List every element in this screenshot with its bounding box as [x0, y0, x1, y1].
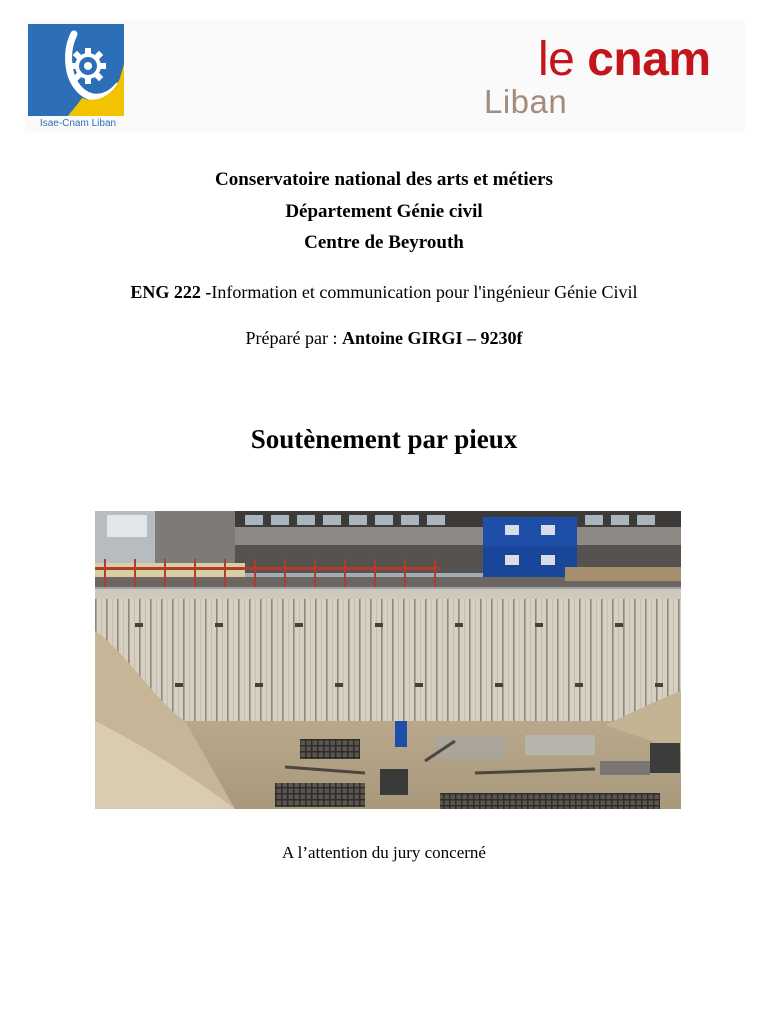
isae-logo-caption: Isae-Cnam Liban	[39, 118, 117, 129]
author-name: Antoine GIRGI – 9230f	[341, 328, 523, 348]
cnam-logo	[538, 30, 744, 90]
cnam-logo-subtitle: Liban	[484, 83, 568, 120]
cnam-logo-prefix: le	[538, 33, 588, 86]
department-name: Département Génie civil	[285, 201, 483, 222]
course-code: ENG 222 -	[130, 282, 212, 302]
prepared-by-label: Préparé par :	[245, 328, 342, 348]
document-title: Soutènement par pieux	[250, 424, 518, 454]
isae-cnam-gear-logo-icon	[28, 24, 128, 120]
cover-photo	[95, 511, 681, 809]
course-line	[0, 280, 768, 304]
cnam-logo-name: cnam	[587, 33, 711, 86]
attention-note: A l’attention du jury concerné	[282, 843, 486, 862]
course-title: Information et communication pour l'ingénieur Génie Civil	[211, 282, 638, 302]
institution-name: Conservatoire national des arts et métiers	[215, 169, 553, 190]
prepared-by-line	[0, 326, 768, 350]
pile-retaining-wall-photo	[95, 511, 681, 809]
centre-name: Centre de Beyrouth	[304, 232, 464, 253]
